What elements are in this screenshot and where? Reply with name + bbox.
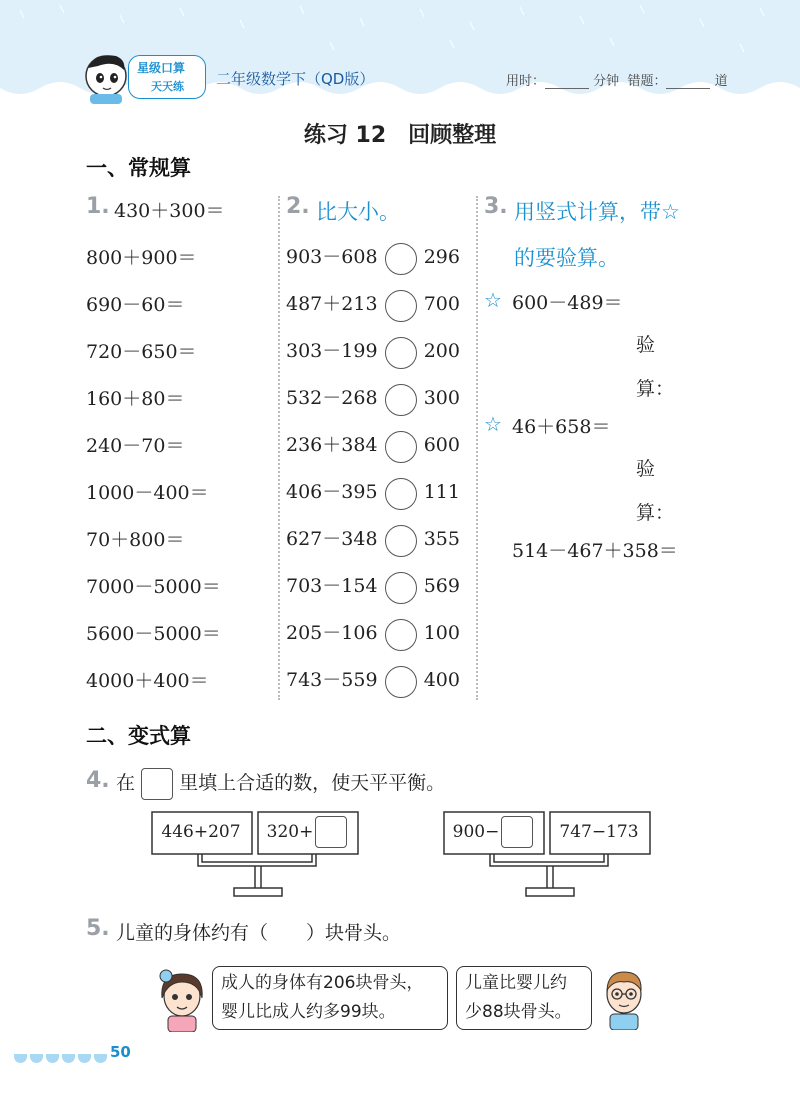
compare-right: 111 [423, 481, 460, 503]
scale2-left-expr: 900− [452, 822, 500, 842]
q4-text-after: 里填上合适的数，使天平平衡。 [179, 772, 446, 794]
check-label-2b: 算： [636, 502, 675, 524]
q1-item: 430＋300＝ [114, 200, 225, 222]
unit-label: 道 [714, 74, 728, 89]
compare-right: 569 [423, 575, 460, 597]
compare-circle[interactable] [385, 337, 417, 369]
page-number: 50 [110, 1043, 131, 1061]
footer-dot [94, 1054, 107, 1063]
footer-dot [62, 1054, 75, 1063]
compare-circle[interactable] [385, 666, 417, 698]
time-blank[interactable] [545, 76, 589, 89]
q3-item-2: 46＋658＝ [512, 416, 611, 438]
question-number-4: 4. [86, 768, 110, 793]
column-divider-1 [278, 196, 280, 700]
q3-item-3: 514－467＋358＝ [512, 540, 678, 562]
bubble-left-line2: 婴儿比成人约多99块。 [221, 1002, 396, 1022]
q1-item: 1000－400＝ [86, 482, 209, 504]
q3-item-1: 600－489＝ [512, 292, 623, 314]
compare-left: 406－395 [286, 481, 378, 503]
compare-right: 600 [423, 434, 460, 456]
compare-row [286, 336, 460, 369]
scale2-right-expr: 747−173 [559, 822, 639, 842]
check-label-2a: 验 [636, 458, 656, 480]
time-errors-record [506, 70, 728, 89]
q1-item: 4000＋400＝ [86, 670, 209, 692]
compare-left: 487＋213 [286, 293, 378, 315]
section-heading-variant: 二、变式算 [86, 724, 191, 748]
logo-line1: 星级口算 [137, 61, 186, 75]
compare-right: 400 [423, 669, 460, 691]
q4-instruction [116, 766, 445, 800]
footer-dot [30, 1054, 43, 1063]
logo-line2: 天天练 [151, 80, 184, 93]
compare-circle[interactable] [385, 431, 417, 463]
compare-row [286, 571, 460, 604]
star-icon: ☆ [484, 412, 502, 436]
compare-right: 300 [423, 387, 460, 409]
page-title: 练习 12 回顾整理 [303, 123, 497, 148]
footer-decoration [14, 1048, 110, 1067]
scale2-right-pan [550, 812, 648, 852]
q1-item: 240－70＝ [86, 435, 185, 457]
section-heading-routine: 一、常规算 [86, 156, 191, 180]
q3-title-line2: 的要验算。 [514, 246, 619, 270]
minute-label: 分钟 [593, 74, 620, 89]
compare-right: 100 [423, 622, 460, 644]
answer-box-sample [141, 768, 173, 800]
errors-label: 错题： [627, 74, 667, 89]
compare-circle[interactable] [385, 478, 417, 510]
compare-right: 296 [423, 246, 460, 268]
compare-circle[interactable] [385, 290, 417, 322]
star-icon: ☆ [484, 288, 502, 312]
compare-left: 703－154 [286, 575, 378, 597]
q3-title-line1: 用竖式计算，带☆ [514, 200, 680, 224]
footer-dot [46, 1054, 59, 1063]
q1-item: 5600－5000＝ [86, 623, 221, 645]
scale1-left-expr: 446+207 [161, 822, 241, 842]
bubble-right-line2: 少88块骨头。 [465, 1002, 572, 1022]
compare-circle[interactable] [385, 572, 417, 604]
compare-left: 532－268 [286, 387, 378, 409]
question-number-1: 1. [86, 194, 110, 219]
compare-circle[interactable] [385, 243, 417, 275]
scale1-right-pan [258, 812, 356, 852]
compare-circle[interactable] [385, 619, 417, 651]
footer-dot [14, 1054, 27, 1063]
scale1-answer-box[interactable] [315, 816, 347, 848]
compare-left: 205－106 [286, 622, 378, 644]
footer-dot [78, 1054, 91, 1063]
compare-right: 355 [423, 528, 460, 550]
compare-circle[interactable] [385, 525, 417, 557]
boy-avatar [598, 966, 650, 1030]
question-number-2: 2. [286, 194, 310, 219]
compare-left: 903－608 [286, 246, 378, 268]
question-number-3: 3. [484, 194, 508, 219]
compare-circle[interactable] [385, 384, 417, 416]
question-number-5: 5. [86, 916, 110, 941]
speech-bubble-right [456, 966, 592, 1030]
compare-left: 627－348 [286, 528, 378, 550]
compare-right: 700 [423, 293, 460, 315]
compare-row [286, 242, 460, 275]
logo-badge [128, 55, 206, 99]
scale1-right-expr: 320+ [266, 822, 314, 842]
column-divider-2 [476, 196, 478, 700]
q1-item: 800＋900＝ [86, 247, 197, 269]
q2-title: 比大小。 [316, 200, 400, 224]
compare-row [286, 383, 460, 416]
q1-item: 160＋80＝ [86, 388, 185, 410]
scale2-answer-box[interactable] [501, 816, 533, 848]
speech-bubble-left [212, 966, 448, 1030]
compare-row [286, 289, 460, 322]
compare-left: 303－199 [286, 340, 378, 362]
time-label: 用时： [506, 74, 546, 89]
bubble-left-line1: 成人的身体有206块骨头， [221, 973, 424, 993]
q5-question: 儿童的身体约有（ ）块骨头。 [116, 922, 402, 944]
q1-item: 690－60＝ [86, 294, 185, 316]
q1-item: 70＋800＝ [86, 529, 185, 551]
compare-row [286, 430, 460, 463]
q1-item: 720－650＝ [86, 341, 197, 363]
compare-row [286, 477, 460, 510]
compare-row [286, 618, 460, 651]
scale1-left-pan [152, 812, 250, 852]
q1-item: 7000－5000＝ [86, 576, 221, 598]
compare-right: 200 [423, 340, 460, 362]
girl-avatar [154, 968, 210, 1032]
compare-row [286, 665, 460, 698]
bubble-right-line1: 儿童比婴儿约 [465, 973, 567, 993]
q4-text-before: 在 [116, 772, 136, 794]
compare-left: 236＋384 [286, 434, 378, 456]
check-label-1a: 验 [636, 334, 656, 356]
compare-left: 743－559 [286, 669, 378, 691]
book-title: 二年级数学下（QD版） [216, 70, 375, 88]
compare-row [286, 524, 460, 557]
check-label-1b: 算： [636, 378, 675, 400]
scale2-left-pan [444, 812, 542, 852]
errors-blank[interactable] [666, 76, 710, 89]
